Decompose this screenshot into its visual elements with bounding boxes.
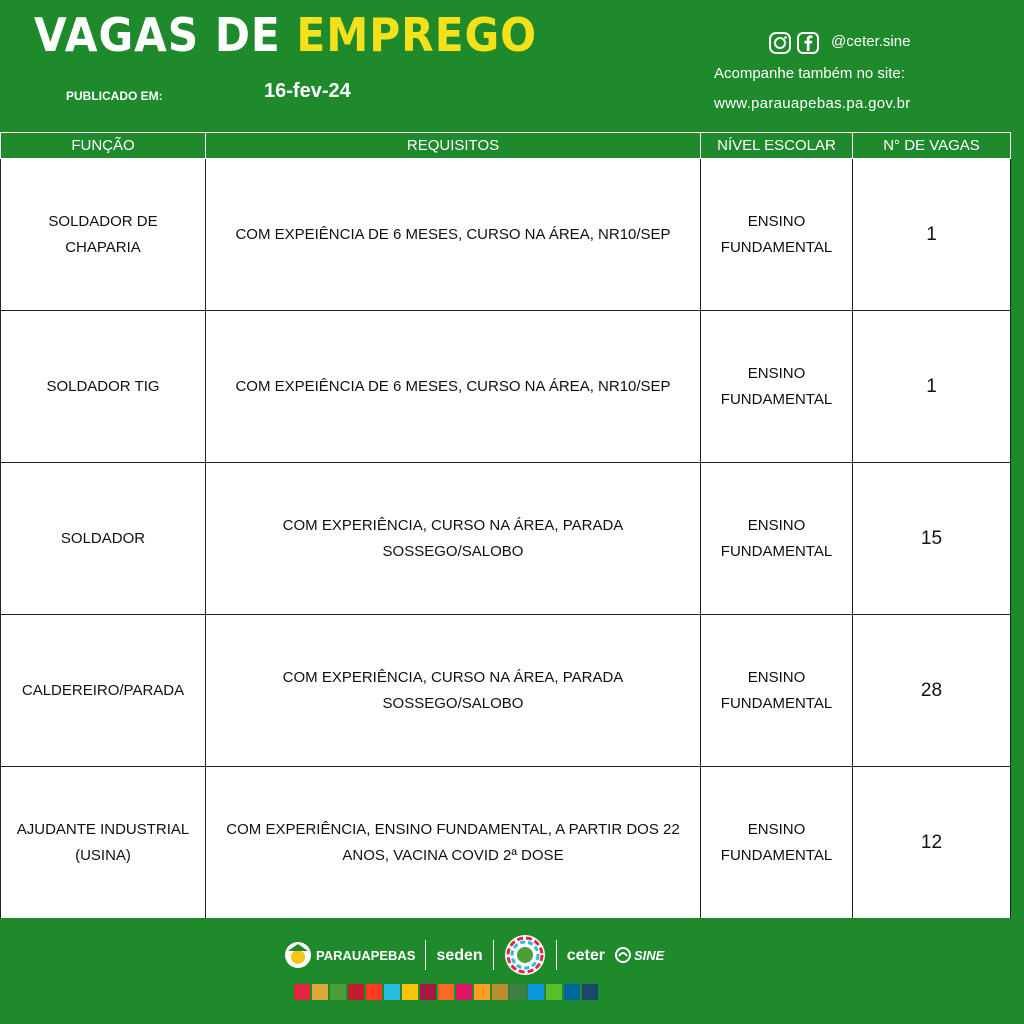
logo-sine-text: SINE <box>633 947 665 963</box>
ods-goal-icon <box>474 984 490 1000</box>
ods-goal-icon <box>312 984 328 1000</box>
social-handle[interactable]: @ceter.sine <box>831 33 911 50</box>
cell-vagas: 1 <box>853 311 1011 463</box>
jobs-table <box>0 132 1011 919</box>
ods-goal-icon <box>456 984 472 1000</box>
ods-goal-icon <box>582 984 598 1000</box>
cell-nivel <box>701 311 853 463</box>
cell-nivel <box>701 159 853 311</box>
ods-goals-strip <box>294 984 598 1000</box>
logo-ceter: ceter <box>566 946 605 964</box>
website-link[interactable]: www.parauapebas.pa.gov.br <box>714 95 911 112</box>
ods-goal-icon <box>294 984 310 1000</box>
page-title <box>34 8 537 62</box>
ods-goal-icon <box>348 984 364 1000</box>
cell-requisitos: COM EXPEIÊNCIA DE 6 MESES, CURSO NA ÁREA, NR10/SEP <box>206 159 701 311</box>
nivel-line: ENSINO <box>747 364 806 382</box>
partner-logos <box>284 934 664 976</box>
cell-funcao: SOLDADOR DE CHAPARIA <box>1 159 206 311</box>
nivel-line: FUNDAMENTAL <box>720 390 833 408</box>
ods-goal-icon <box>510 984 526 1000</box>
logo-prefeitura-text: PARAUAPEBAS <box>316 947 416 963</box>
published-date: 16-fev-24 <box>264 80 351 102</box>
cell-funcao: CALDEREIRO/PARADA <box>1 615 206 767</box>
nivel-line: FUNDAMENTAL <box>720 238 833 256</box>
cell-requisitos: COM EXPERIÊNCIA, CURSO NA ÁREA, PARADA SOSSEGO/SALOBO <box>206 463 701 615</box>
cell-vagas: 1 <box>853 159 1011 311</box>
ods-goal-icon <box>528 984 544 1000</box>
sine-icon <box>615 947 631 963</box>
nivel-line: ENSINO <box>747 516 806 534</box>
title-accent: EMPREGO <box>296 8 538 62</box>
cell-requisitos: COM EXPERIÊNCIA, ENSINO FUNDAMENTAL, A PARTIR DOS 22 ANOS, VACINA COVID 2ª DOSE <box>206 767 701 919</box>
ods-goal-icon <box>384 984 400 1000</box>
column-header-requisitos: REQUISITOS <box>206 133 701 159</box>
table-row <box>1 615 1011 767</box>
cell-vagas: 12 <box>853 767 1011 919</box>
logo-divider <box>425 940 426 970</box>
logo-divider <box>493 940 494 970</box>
cell-requisitos: COM EXPEIÊNCIA DE 6 MESES, CURSO NA ÁREA, NR10/SEP <box>206 311 701 463</box>
logo-sine <box>615 947 664 963</box>
nivel-line: ENSINO <box>747 820 806 838</box>
social-icons <box>768 31 820 55</box>
column-header-vagas: N° DE VAGAS <box>853 133 1011 159</box>
ods-goal-icon <box>492 984 508 1000</box>
logo-seden: seden <box>436 946 483 964</box>
nivel-line: FUNDAMENTAL <box>720 846 833 864</box>
desenvolve-seal-icon <box>504 934 546 976</box>
cell-nivel <box>701 615 853 767</box>
table-row <box>1 159 1011 311</box>
ods-goal-icon <box>438 984 454 1000</box>
table-row <box>1 463 1011 615</box>
ods-goal-icon <box>366 984 382 1000</box>
header-banner <box>0 0 1024 132</box>
cell-nivel <box>701 463 853 615</box>
logo-prefeitura <box>284 941 415 969</box>
cell-funcao: AJUDANTE INDUSTRIAL (USINA) <box>1 767 206 919</box>
nivel-line: FUNDAMENTAL <box>720 542 833 560</box>
ods-goal-icon <box>420 984 436 1000</box>
instagram-icon[interactable] <box>768 31 792 55</box>
nivel-line: ENSINO <box>747 668 806 686</box>
cell-vagas: 28 <box>853 615 1011 767</box>
column-header-nivel: NÍVEL ESCOLAR <box>701 133 853 159</box>
facebook-icon[interactable] <box>796 31 820 55</box>
table-row <box>1 767 1011 919</box>
cell-vagas: 15 <box>853 463 1011 615</box>
column-header-funcao: FUNÇÃO <box>1 133 206 159</box>
cell-funcao: SOLDADOR <box>1 463 206 615</box>
cell-nivel <box>701 767 853 919</box>
ods-goal-icon <box>546 984 562 1000</box>
published-label: PUBLICADO EM: <box>66 89 163 103</box>
parauapebas-emblem-icon <box>284 941 312 969</box>
cell-funcao: SOLDADOR TIG <box>1 311 206 463</box>
logo-divider <box>556 940 557 970</box>
ods-goal-icon <box>330 984 346 1000</box>
title-main: VAGAS DE <box>34 8 297 62</box>
follow-text: Acompanhe também no site: <box>714 65 905 82</box>
table-header-row <box>1 133 1011 159</box>
nivel-line: FUNDAMENTAL <box>720 694 833 712</box>
ods-goal-icon <box>402 984 418 1000</box>
ods-goal-icon <box>564 984 580 1000</box>
nivel-line: ENSINO <box>747 212 806 230</box>
table-row <box>1 311 1011 463</box>
cell-requisitos: COM EXPERIÊNCIA, CURSO NA ÁREA, PARADA SOSSEGO/SALOBO <box>206 615 701 767</box>
